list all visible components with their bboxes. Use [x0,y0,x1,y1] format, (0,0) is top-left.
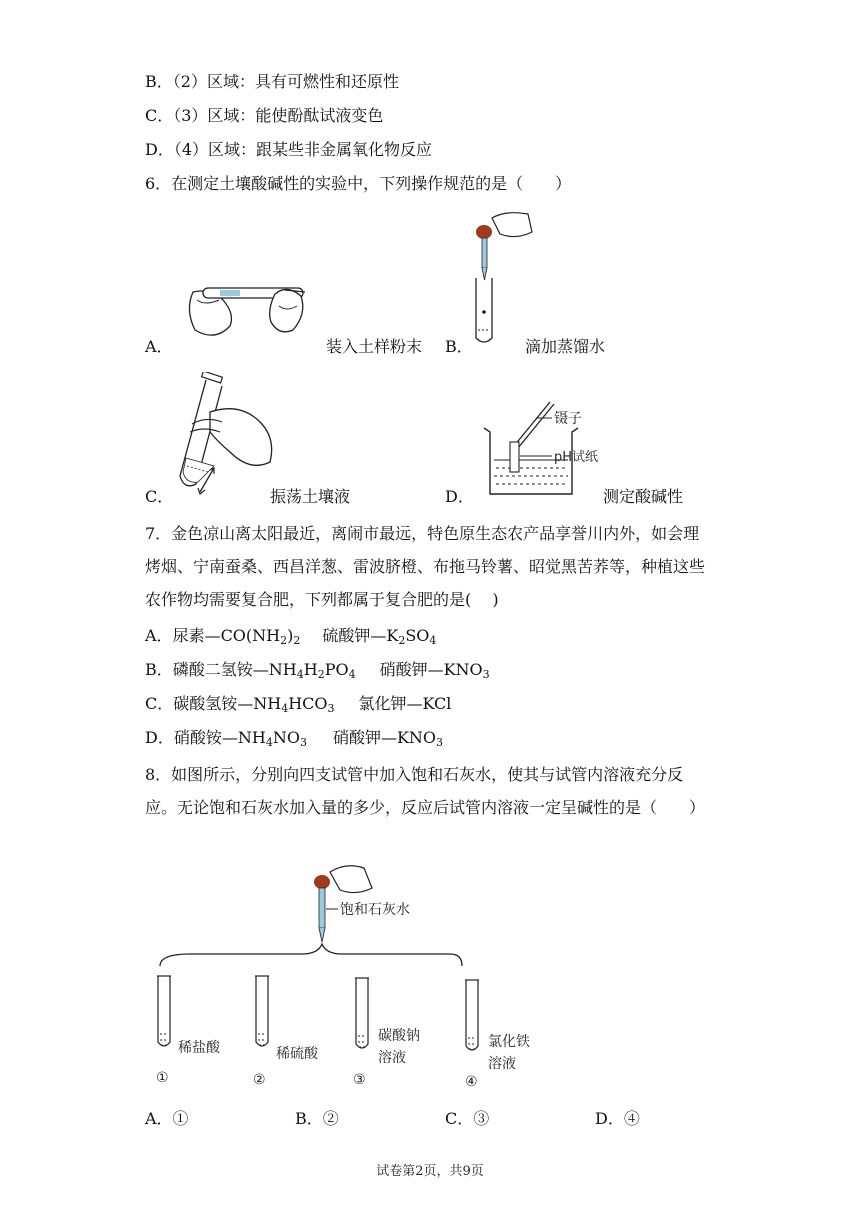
q5-option-d: D．（4）区域：跟某些非金属氧化物反应 [145,140,433,159]
tube-4-num: ④ [465,1074,478,1090]
q7-stem: 7．金色凉山离太阳最近，离闹市最远，特色原生态农产品享誉川内外，如会理烤烟、宁南蚕桑、西昌洋葱、雷波脐橙、布拖马铃薯、昭觉黑苦荞等，种植这些农作物均需要复合肥，下列都属于复合肥的是( ) [145,524,706,609]
tube-4-label-1: 氯化铁 [488,1034,530,1050]
q8-stem: 8．如图所示，分别向四支试管中加入饱和石灰水，使其与试管内溶液充分反应。无论饱和石灰水加入量的多少，反应后试管内溶液一定呈碱性的是（ ） [145,765,706,817]
test-tube-2 [255,976,269,1046]
q6-option-d-caption: 测定酸碱性 [603,487,684,506]
q6-figure-b [466,210,536,350]
q6-figure-a [175,270,315,350]
q7-option-d: D．硝酸铵$—NH_4NO_3$ 硝酸钾$—KNO_3$ [145,728,444,749]
tube-1-label: 稀盐酸 [178,1040,220,1056]
q6-stem: 6．在测定土壤酸碱性的实验中，下列操作规范的是（ ） [145,174,572,193]
q6-option-b-caption: 滴加蒸馏水 [525,337,606,356]
tube-3-label-2: 溶液 [378,1050,406,1066]
q8-option-a: A．① [145,1109,189,1128]
test-tube-1 [157,976,171,1046]
q8-figure [150,862,560,1094]
q8-option-c: C．③ [445,1109,490,1128]
tube-3-label-1: 碳酸钠 [378,1028,420,1044]
q7-option-a: A．尿素$—CO(NH_2)_2$ 硫酸钾$—K_2SO_4$ [145,626,437,647]
page-footer: 试卷第2页，共9页 [376,1164,484,1179]
test-tube-4 [465,980,479,1050]
q6-option-a-caption: 装入土样粉末 [326,337,423,356]
brace [160,944,462,966]
tube-2-label: 稀硫酸 [276,1046,318,1062]
q6-option-c-letter: C． [145,487,174,506]
q7-option-b: B．磷酸二氢铵$—NH_4H_2PO_4$ 硝酸钾$—KNO_3$ [145,660,490,681]
ph-paper-label: pH试纸 [554,450,599,465]
tube-4-label-2: 溶液 [488,1056,516,1072]
q5-option-c: C．（3）区域：能使酚酞试液变色 [145,106,384,125]
q7-a-letter: A． [145,626,173,645]
q7-option-c: C．碳酸氢铵$—NH_4HCO_3$ 氯化钾—KCl [145,694,452,715]
test-tube-3 [355,978,369,1048]
tweezers-label: 镊子 [554,411,582,427]
dropper-bulb [314,875,330,889]
dropper-label: 饱和石灰水 [340,902,410,918]
tube-2-num: ② [253,1072,266,1088]
q6-option-a-letter: A． [145,337,173,356]
q6-figure-d [480,398,610,498]
q6-option-c-caption: 振荡土壤液 [270,487,351,506]
q5-option-b: B．（2）区域：具有可燃性和还原性 [145,72,399,91]
tube-1-num: ① [156,1070,169,1086]
q6-figure-c [170,372,280,496]
q8-option-d: D．④ [595,1109,640,1128]
q6-option-b-letter: B． [445,337,473,356]
q6-option-d-letter: D． [445,487,474,506]
q8-option-b: B．② [295,1109,339,1128]
tube-3-num: ③ [353,1072,366,1088]
